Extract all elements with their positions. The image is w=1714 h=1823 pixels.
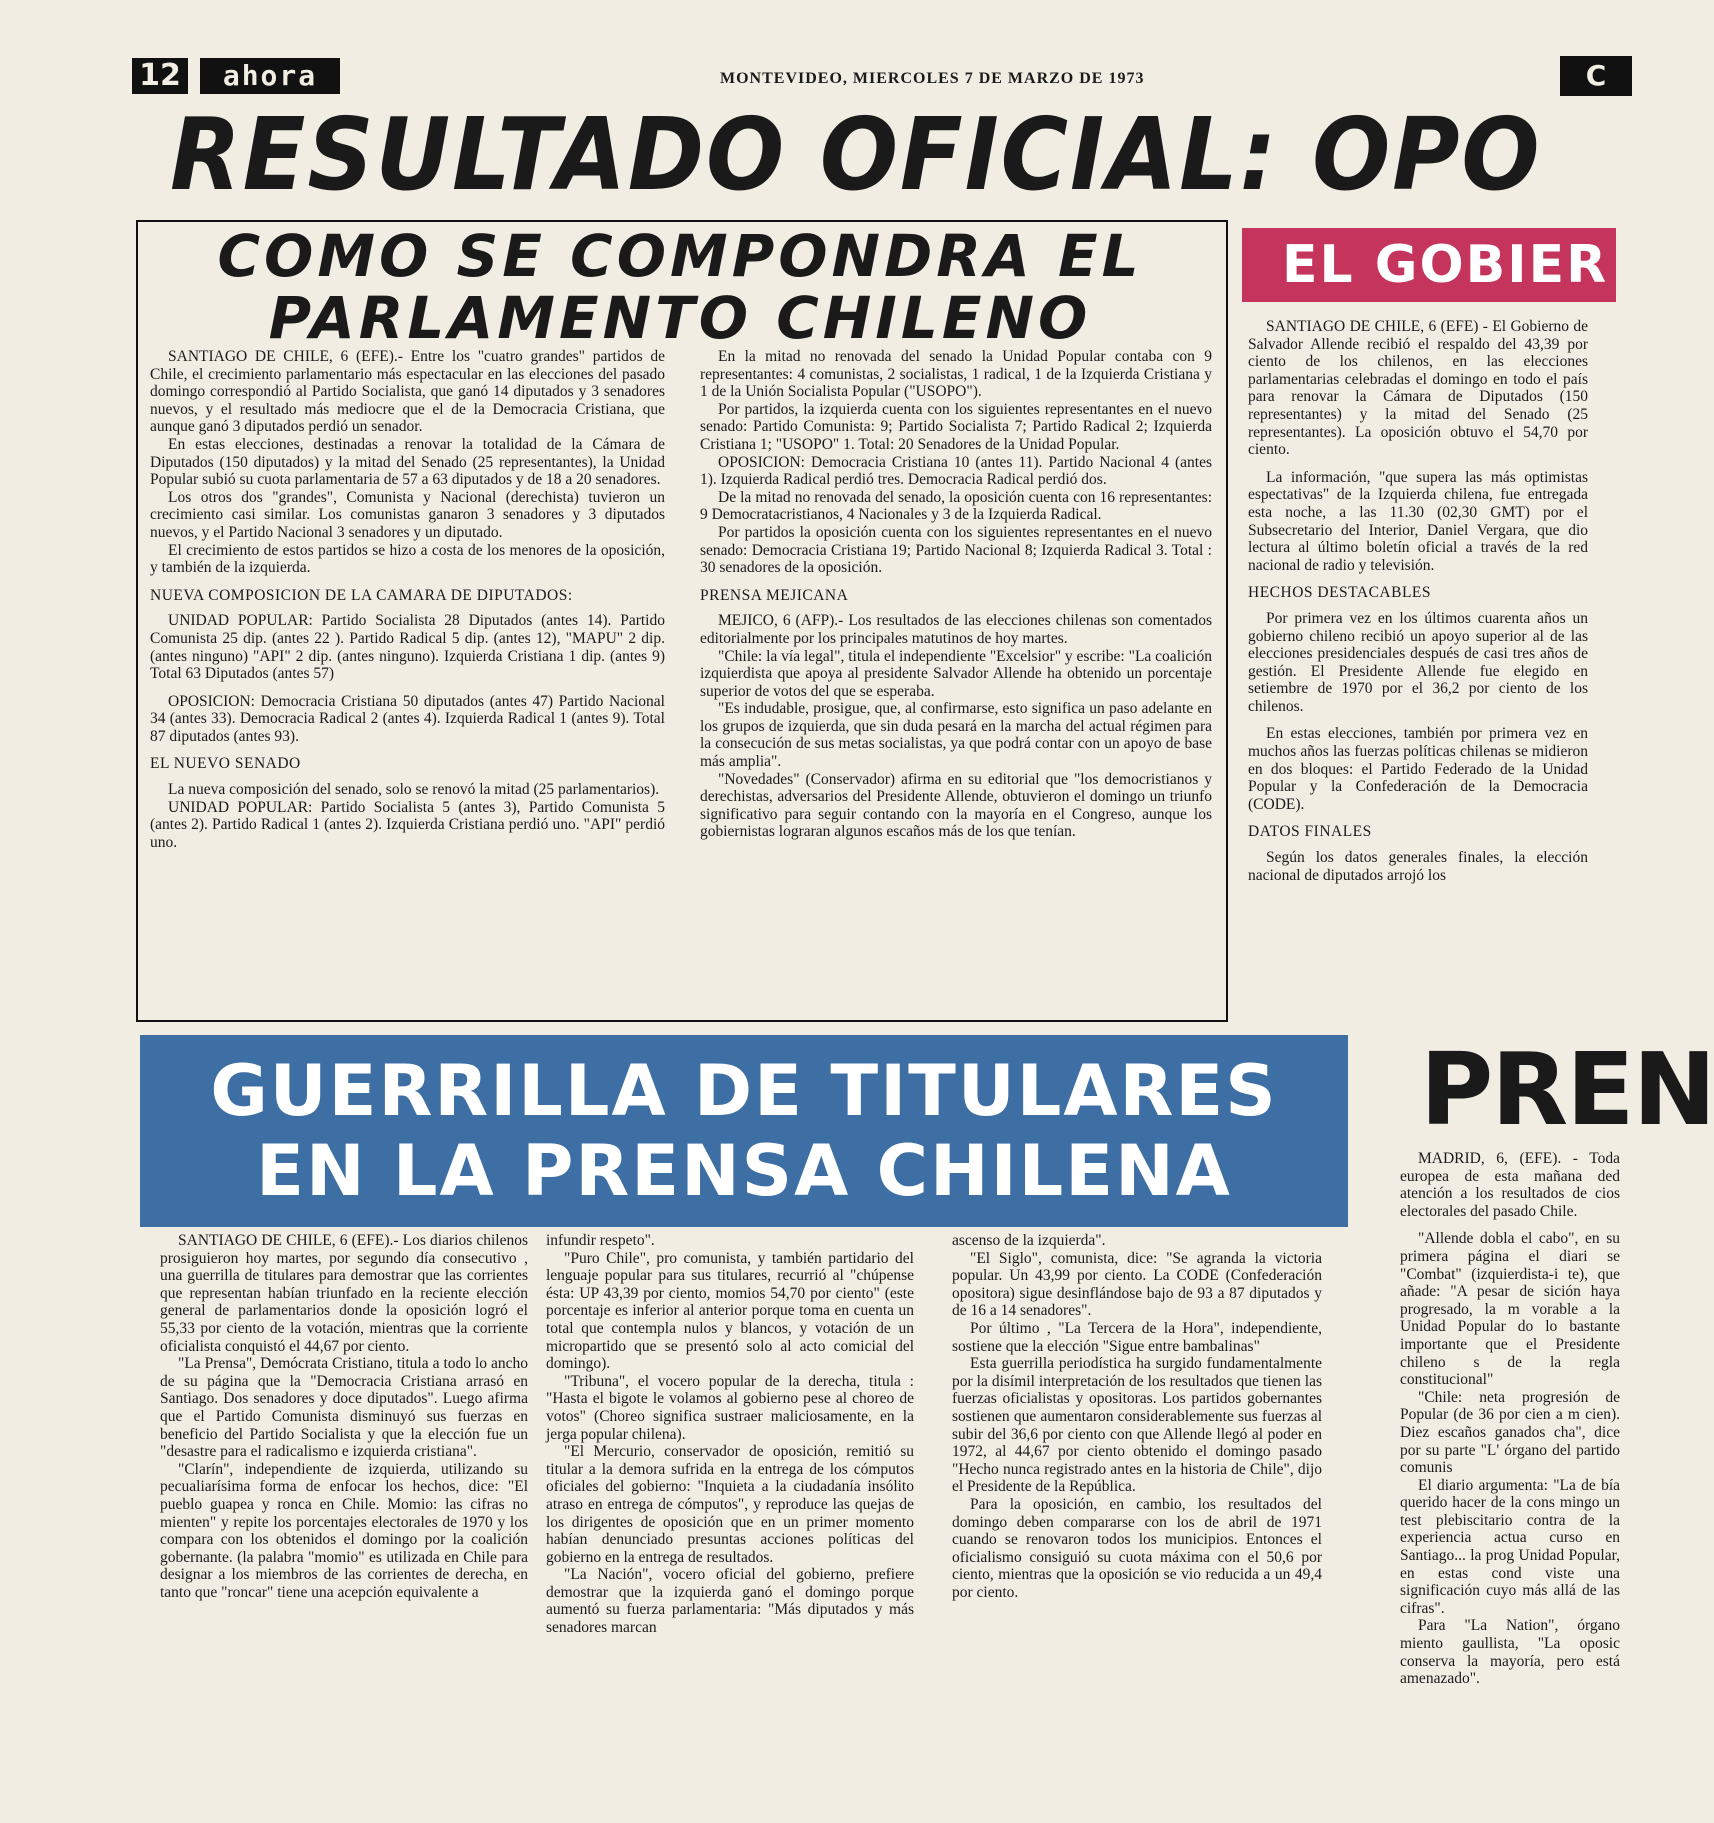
banner-line-1: GUERRILLA DE TITULARES [210,1050,1278,1132]
paragraph: Esta guerrilla periodística ha surgido fundamentalmente por la disímil interpretación de los resultados que tienen las fuerzas oficialistas y opositoras. Los partidos gobernantes sostienen que aumentaron considerablemente sus fuerzas al subir del 36,6 por ciento con que Allende llegó al poder en 1972, al 44,67 por ciento obtenido el domingo pasado "Hecho nunca registrado antes en la historia de Chile", dijo el Presidente de la República. [952,1355,1322,1496]
paragraph: "Es indudable, prosigue, que, al confirmarse, esto significa un paso adelante en los grupos de izquierda, que sin duda pesará en la marcha del actual régimen para la consecución de sus metas socialistas, ya que podrá contar con un apoyo de base más amplia". [700,700,1212,771]
paragraph: "El Mercurio, conservador de oposición, remitió su titular a la demora sufrida en la entrega de los cómputos oficiales del gobierno: "Inquieta a la ciudadanía insólito atraso en entrega de cómputos", y reproduce las quejas de los dirigentes de oposición que en un primer momento habían denunciado presuntas acciones políticas del gobierno en la entrega de resultados. [546,1443,914,1566]
paragraph: Para la oposición, en cambio, los resultados del domingo deben compararse con los de abril de 1971 cuando se renovaron todos los municipios. Entonces el oficialismo consiguió su cuota máxima con el 50,6 por ciento, mientras que la oposición se vio reducida a un 49,4 por ciento. [952,1495,1322,1601]
subheading: HECHOS DESTACABLES [1248,584,1432,602]
paragraph: Por partidos la oposición cuenta con los siguientes representantes en el nuevo senado: Democracia Cristiana 19; Partido Nacional 8; Izquierda Radical 3. Total : 30 senadores de la oposición. [700,523,1212,577]
paragraph: Para "La Nation", órgano miento gaullista, "La oposic conserva la mayoría, pero está amenazado". [1400,1617,1620,1688]
paragraph: MEJICO, 6 (AFP).- Los resultados de las elecciones chilenas son comentados editorialmente por los principales matutinos de hoy martes. [700,612,1212,647]
article-title-line-2: PARLAMENTO CHILENO [268,284,1092,352]
paragraph: "La Nación", vocero oficial del gobierno, prefiere demostrar que la izquierda ganó el domingo porque aumentó su fuerza parlamentaria: "Más diputados y más senadores marcan [546,1566,914,1637]
side-story-2-headline: PREN [1420,1031,1714,1148]
article2-column-2 [546,1232,914,1812]
paragraph: De la mitad no renovada del senado, la oposición cuenta con 16 representantes: 9 Democratacristianos, 4 Nacionales y 3 de la Izquierda Radical. [700,488,1212,524]
paragraph: Por último , "La Tercera de la Hora", independiente, sostiene que la elección "Sigue entre bambalinas" [952,1319,1322,1355]
paragraph: El diario argumenta: "La de bía querido hacer de la cons mingo un test plebiscitario contra de la experiencia actua curso en Santiago... la prog Unidad Popular, en estas cond viste una significación cuyo más allá de las cifras". [1400,1476,1620,1617]
paragraph: SANTIAGO DE CHILE, 6 (EFE).- Entre los "cuatro grandes" partidos de Chile, el crecimiento parlamentario más espectacular en las elecciones del pasado domingo correspondió al Partido Socialista, que ganó 14 diputados y 3 senadores nuevos, y el resultado más mediocre que el de la Democracia Cristiana, que aunque ganó 3 diputados perdió un senador. [150,348,665,436]
article2-column-1 [160,1232,528,1812]
paragraph: OPOSICION: Democracia Cristiana 50 diputados (antes 47) Partido Nacional 34 (antes 33). Democracia Radical 2 (antes 4). Izquierda Radical 1 (antes 9). Total 87 diputados (antes 93). [150,692,665,745]
corner-letter: C [1560,56,1632,96]
paragraph: SANTIAGO DE CHILE, 6 (EFE).- Los diarios chilenos prosiguieron hoy martes, por segundo día consecutivo , una guerrilla de titulares para demostrar que las corrientes que representan habían triunfado en la reciente elección general de parlamentarios donde la oposición logró el 55,33 por ciento de la votación, mientras que la corriente oficialista conquistó el 44,67 por ciento. [160,1232,528,1355]
paragraph: Los otros dos "grandes", Comunista y Nacional (derechista) tuvieron un crecimiento casi similar. Los comunistas ganaron 3 senadores y 3 diputados nuevos, y el Partido Nacional 3 senadores y un diputado. [150,488,665,541]
dateline: MONTEVIDEO, MIERCOLES 7 DE MARZO DE 1973 [720,70,1145,87]
paragraph: "El Siglo", comunista, dice: "Se agranda la victoria popular. Un 43,99 por ciento. La CODE (Confederación opositora) sigue desinflándose bajo de 93 a 87 diputados y de 16 a 14 senadores". [952,1249,1322,1320]
article-title [150,222,1210,352]
article-banner [140,1035,1348,1227]
paragraph: Por partidos, la izquierda cuenta con los siguientes representantes en el nuevo senado: Partido Comunista: 9; Partido Socialista 7; Partido Radical 2; Izquierda Cristiana 1; "USOPO" 1. Total: 20 Senadores de la Unidad Popular. [700,400,1212,453]
subheading: NUEVA COMPOSICION DE LA CAMARA DE DIPUTADOS: [150,586,573,604]
subheading: DATOS FINALES [1248,823,1372,841]
paragraph: "Clarín", independiente de izquierda, utilizando su pecualiarísima forma de enfocar los hechos, dice: "El pueblo guapea y ronca en Chile. Momio: las cifras no mienten" y repite los porcentajes electorales de 1970 y los compara con los obtenidos el domingo por la coalición gobernante. (la palabra "momio" es utilizada en Chile para designar a los miembros de las corrientes de derecha, en tanto que "roncar" tiene una acepción equivalente a [160,1460,528,1601]
paragraph: UNIDAD POPULAR: Partido Socialista 5 (antes 3), Partido Comunista 5 (antes 2). Partido Radical 1 (antes 2). Izquierda Cristiana perdió uno. "API" perdió uno. [150,798,665,851]
side-story-banner: EL GOBIER [1242,228,1616,302]
paragraph: Por primera vez en los últimos cuarenta años un gobierno chileno recibió un apoyo superior al de las elecciones presidenciales después de casi tres años de gestión. El Presidente Allende fue elegido en setiembre de 1970 por el 36,2 por ciento de los chilenos. [1248,609,1588,715]
paragraph: "Allende dobla el cabo", en su primera página el diari se "Combat" (izquierdista-i te), que añade: "A pesar de sición haya progresado, la m vorable a la Unidad Popular do lo bastante importante que el Presidente chileno s de la regla constitucional" [1400,1230,1620,1389]
paragraph: UNIDAD POPULAR: Partido Socialista 28 Diputados (antes 14). Partido Comunista 25 dip. (antes 22 ). Partido Radical 5 dip. (antes 12), "MAPU" 2 dip. (antes ninguno) "API" 2 dip. (antes ninguno). Izquierda Cristiana 1 dip. (antes 9) Total 63 Diputados (antes 57) [150,612,665,683]
paragraph: SANTIAGO DE CHILE, 6 (EFE) - El Gobierno de Salvador Allende recibió el respaldo del 43,39 por ciento de los chilenos, en las elecciones parlamentarias celebradas el domingo en todo el país para renovar la Cámara de Diputados (150 representantes) y la mitad del Senado (25 representantes). La oposición obtuvo el 54,70 por ciento. [1248,318,1588,459]
page-number: 12 [132,58,188,94]
paragraph: Según los datos generales finales, la elección nacional de diputados arrojó los [1248,849,1588,884]
paragraph: MADRID, 6, (EFE). - Toda europea de esta mañana ded atención a los resultados de cios electorales del pasado Chile. [1400,1150,1620,1220]
paragraph: La nueva composición del senado, solo se renovó la mitad (25 parlamentarios). [168,781,660,799]
paragraph: En la mitad no renovada del senado la Unidad Popular contaba con 9 representantes: 4 comunistas, 2 socialistas, 1 radical, 1 de la Izquierda Cristiana y 1 de la Unión Socialista Popular ("USOPO"). [700,348,1212,401]
paragraph: OPOSICION: Democracia Cristiana 10 (antes 11). Partido Nacional 4 (antes 1). Izquierda Radical perdió tres. Democracia Radical perdió dos. [700,453,1212,489]
paragraph: En estas elecciones, destinadas a renovar la totalidad de la Cámara de Diputados (150 diputados) y la mitad del Senado (25 representantes), la Unidad Popular subió su cuota parlamentaria de 57 a 63 diputados y de 18 a 20 senadores. [150,435,665,489]
paragraph: infundir respeto". [546,1232,655,1249]
paragraph: "Tribuna", el vocero popular de la derecha, titula : "Hasta el bigote le volamos al gobierno pese al choreo de votos" (Choreo significa sustraer maliciosamente, en la jerga popular chilena). [546,1372,914,1443]
paragraph: "Novedades" (Conservador) afirma en su editorial que "los democristianos y derechistas, adversarios del Presidente Allende, obtuvieron el domingo un triunfo significativo para seguir contando con la mayoría en el Congreso, aunque los gobiernistas lograran algunos escaños más de los que tenían. [700,770,1212,841]
masthead-brand: ahora [200,58,340,94]
paragraph: "Chile: neta progresión de Popular (de 36 por cien a m cien). Diez escaños ganados cha", dice por su parte "L' órgano del partido comunis [1400,1388,1620,1477]
paragraph: "Chile: la vía legal", titula el independiente "Excelsior" y escribe: "La coalición izquierdista que apoya al presidente Salvador Allende ha obtenido un porcentaje superior de votos del que se esperaba. [700,647,1212,700]
paragraph: La información, "que supera las más optimistas espectativas" de la Izquierda chilena, fue entregada esta noche, a las 11.30 (02,30 GMT) por el Subsecretario del Interior, Daniel Vergara, que dio lectura al último boletín oficial a través de la red nacional de radio y televisión. [1248,468,1588,574]
subheading: EL NUEVO SENADO [150,755,301,773]
main-headline: RESULTADO OFICIAL: OPO [170,96,1542,213]
article-column-2 [700,348,1212,1016]
article-column-1 [150,348,665,1016]
paragraph: "Puro Chile", pro comunista, y también partidario del lenguaje popular para sus titulares, recurrió al "chúpense ésta: UP 43,39 por ciento, momios 54,70 por ciento" (este porcentaje es inferior al anterior porque toma en cuenta un total que contempla nulos y blancos, y votación de un micropartido que se presentó solo al acto comicial del domingo). [546,1249,914,1373]
side-story-2-column [1400,1150,1620,1812]
paragraph: En estas elecciones, también por primera vez en muchos años las fuerzas políticas chilenas se midieron en dos bloques: el Partido Federado de la Unidad Popular y la Confederación de la Democracia (CODE). [1248,725,1588,813]
article-title-line-1: COMO SE COMPONDRA EL [217,222,1143,290]
side-story-column [1248,318,1588,1022]
paragraph: El crecimiento de estos partidos se hizo a costa de los menores de la oposición, y también de la izquierda. [150,541,665,577]
article2-column-3 [952,1232,1322,1812]
banner-line-2: EN LA PRENSA CHILENA [256,1130,1232,1212]
subheading: PRENSA MEJICANA [700,586,849,604]
paragraph: ascenso de la izquierda". [952,1232,1106,1249]
paragraph: "La Prensa", Demócrata Cristiano, titula a todo lo ancho de su página que la "Democracia Cristiana arrasó en Santiago. Dos senadores y doce diputados". Luego afirma que el Partido Comunista disminuyó sus fuerzas en beneficio del Partido Socialista y que la elección fue un "desastre para el radicalismo e izquierda cristiana". [160,1355,528,1461]
